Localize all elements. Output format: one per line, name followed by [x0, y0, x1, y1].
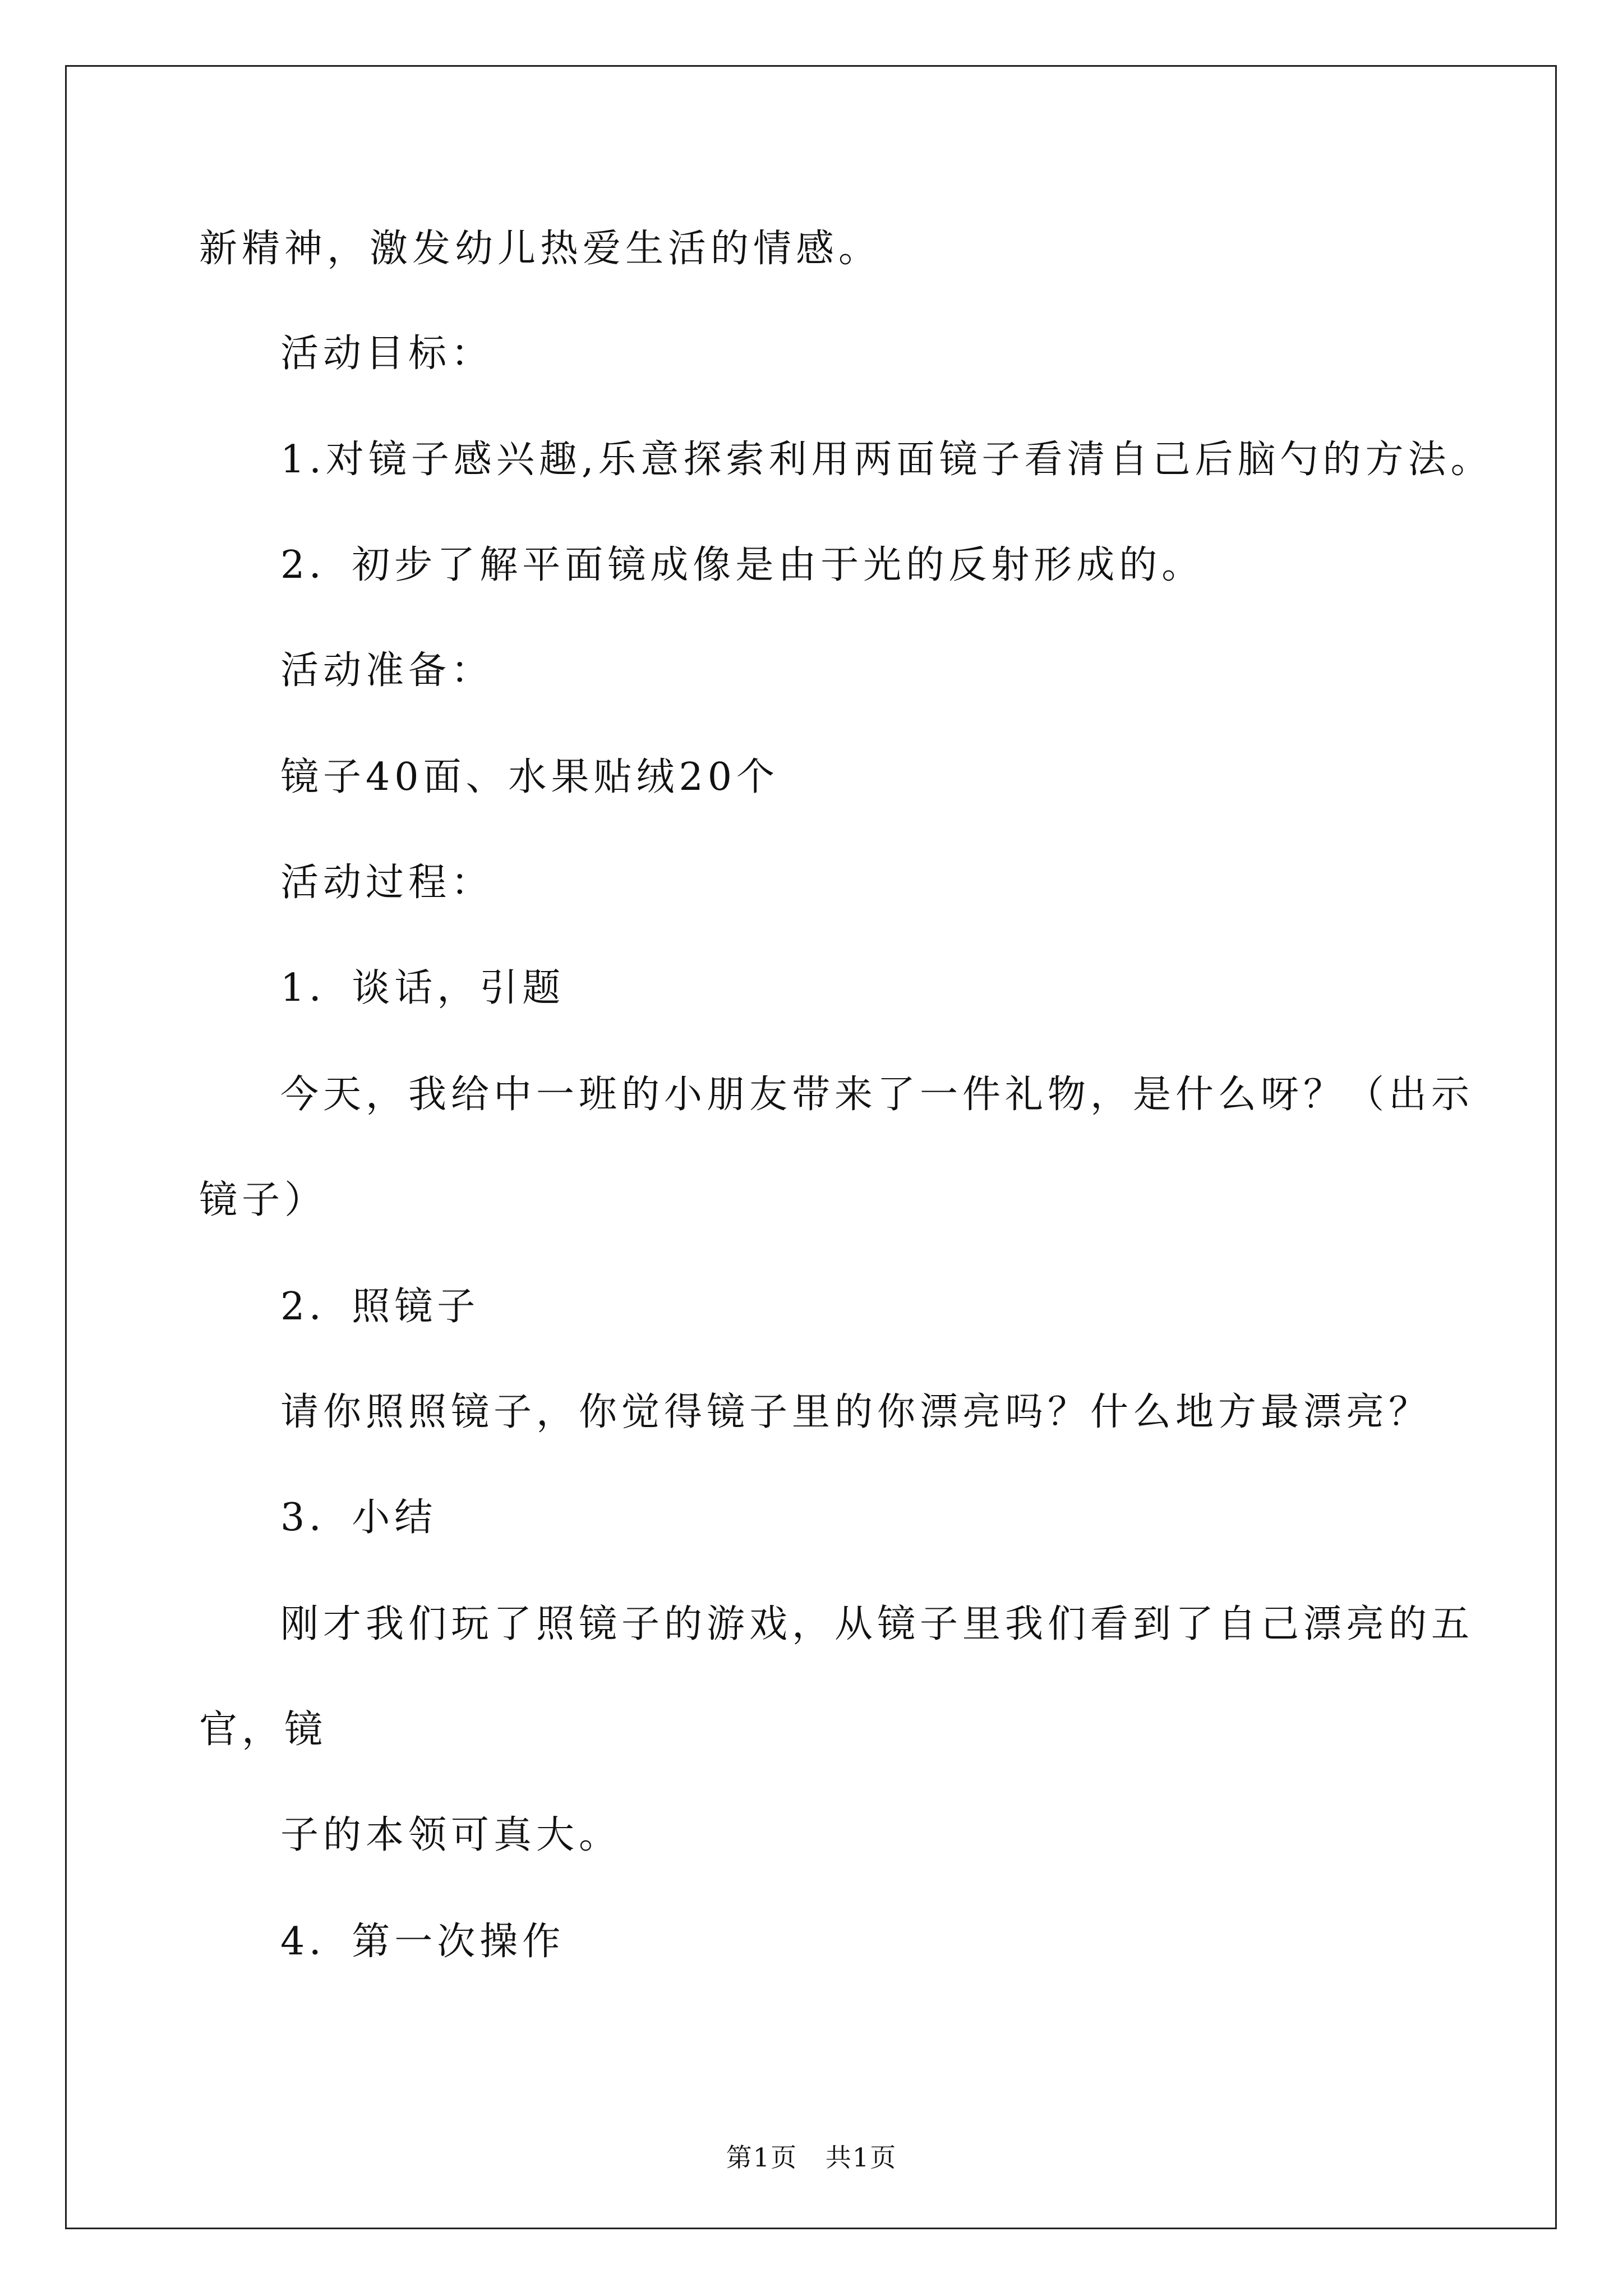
section-heading: 活动目标：: [280, 332, 494, 376]
page-border: [65, 65, 1557, 2229]
step-heading: 1．谈话，引题: [280, 966, 565, 1010]
paragraph-line: 1.对镜子感兴趣,乐意探索利用两面镜子看清自己后脑勺的方法。: [280, 438, 1493, 482]
page-footer: 第1页 共1页: [726, 2142, 897, 2173]
paragraph-line: 刚才我们玩了照镜子的游戏，从镜子里我们看到了自己漂亮的五: [280, 1602, 1474, 1646]
step-heading: 2．照镜子: [280, 1285, 480, 1329]
paragraph-line: 子的本领可真大。: [280, 1813, 622, 1857]
paragraph-line: 请你照照镜子，你觉得镜子里的你漂亮吗？什么地方最漂亮？: [280, 1390, 1432, 1434]
section-heading: 活动过程：: [280, 861, 494, 905]
step-heading: 4．第一次操作: [280, 1920, 565, 1964]
section-heading: 活动准备：: [280, 648, 494, 693]
paragraph-line: 镜子40面、水果贴绒20个: [280, 755, 780, 799]
paragraph-line: 2．初步了解平面镜成像是由于光的反射形成的。: [280, 543, 1205, 587]
paragraph-line: 官，镜: [199, 1708, 328, 1752]
paragraph-line: 今天，我给中一班的小朋友带来了一件礼物，是什么呀？（出示: [280, 1073, 1474, 1117]
paragraph-line: 新精神，激发幼儿热爱生活的情感。: [199, 227, 882, 271]
paragraph-line: 镜子）: [199, 1178, 328, 1222]
step-heading: 3．小结: [280, 1496, 437, 1540]
